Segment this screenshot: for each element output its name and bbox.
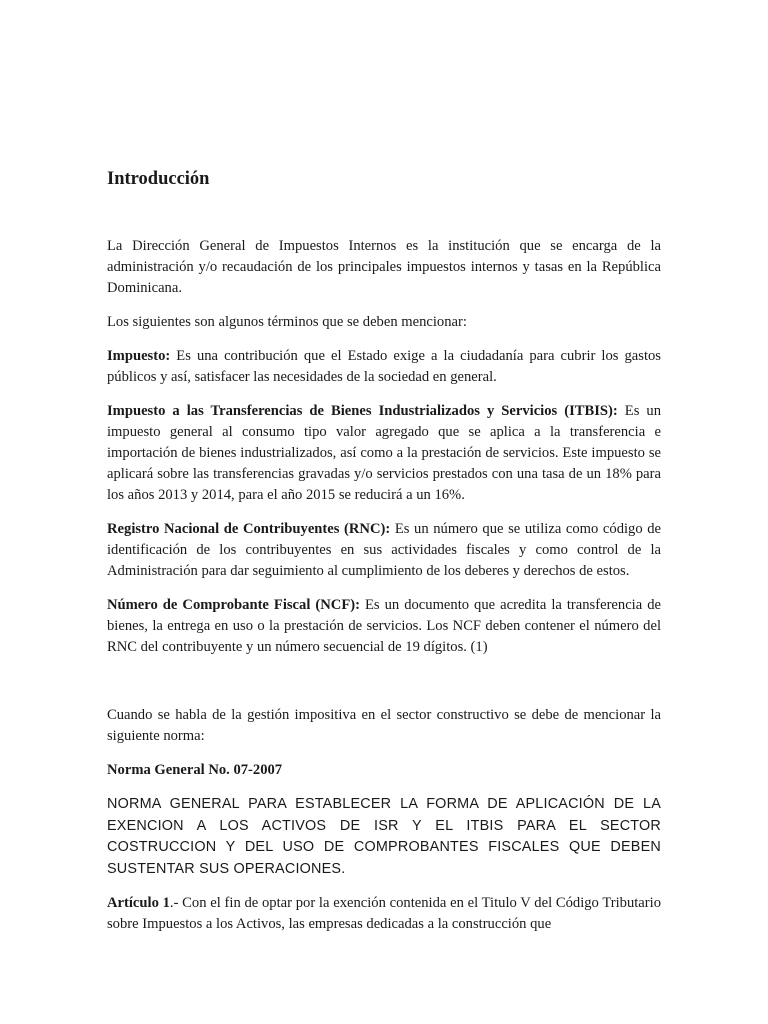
blank-line <box>107 671 661 705</box>
definition-itbis <box>107 401 661 506</box>
intro-paragraph: La Dirección General de Impuestos Internos es la institución que se encarga de la administración y/o recaudación de los principales impuestos internos y tasas en la República Dominicana. <box>107 238 661 296</box>
articulo-text: .- Con el fin de optar por la exención contenida en el Titulo V del Código Tributario sobre Impuestos a los Activos, las empresas dedicadas a la construcción que <box>107 895 661 932</box>
norma-caps-paragraph: NORMA GENERAL PARA ESTABLECER LA FORMA DE APLICACIÓN DE LA EXENCION A LOS ACTIVOS DE ISR Y EL ITBIS PARA EL SECTOR COSTRUCCION Y DEL USO DE COMPROBANTES FISCALES QUE DEBEN SUSTENTAR SUS OPERACIONES. <box>107 796 661 877</box>
norma-title: Norma General No. 07-2007 <box>107 762 283 778</box>
definition-term: Impuesto a las Transferencias de Bienes Industrializados y Servicios (ITBIS): <box>107 403 618 419</box>
terms-intro-paragraph: Los siguientes son algunos términos que se deben mencionar: <box>107 314 467 330</box>
definition-term: Impuesto: <box>107 348 171 364</box>
definition-term: Número de Comprobante Fiscal (NCF): <box>107 597 360 613</box>
definition-impuesto <box>107 346 661 388</box>
definition-text: Es un impuesto general al consumo tipo valor agregado que se aplica a la transferencia e importación de bienes industrializados, así como a la prestación de servicios. Este impuesto se aplicará sobre las transferencias gravadas y/o servicios prestados con una tasa de un 18% para los años 2013 y 2014, para el año 2015 se reducirá a un 16%. <box>107 403 661 503</box>
articulo-paragraph <box>107 893 661 935</box>
definition-ncf <box>107 595 661 658</box>
definition-rnc <box>107 519 661 582</box>
definition-text: Es una contribución que el Estado exige a la ciudadanía para cubrir los gastos públicos y así, satisfacer las necesidades de la sociedad en general. <box>107 348 661 385</box>
definition-text: Es un documento que acredita la transferencia de bienes, la entrega en uso o la prestación de servicios. Los NCF deben contener el número del RNC del contribuyente y un número secuencial de 19 dígitos. (1) <box>107 597 662 655</box>
definition-text: Es un número que se utiliza como código de identificación de los contribuyentes en sus actividades fiscales y como control de la Administración para dar seguimiento al cumplimiento de los deberes y derechos de estos. <box>107 521 662 579</box>
gestion-paragraph: Cuando se habla de la gestión impositiva en el sector constructivo se debe de mencionar la siguiente norma: <box>107 707 661 744</box>
document-body <box>107 236 661 948</box>
definition-term: Registro Nacional de Contribuyentes (RNC): <box>107 521 391 537</box>
articulo-term: Artículo 1 <box>107 895 170 911</box>
page-title: Introducción <box>107 169 210 189</box>
